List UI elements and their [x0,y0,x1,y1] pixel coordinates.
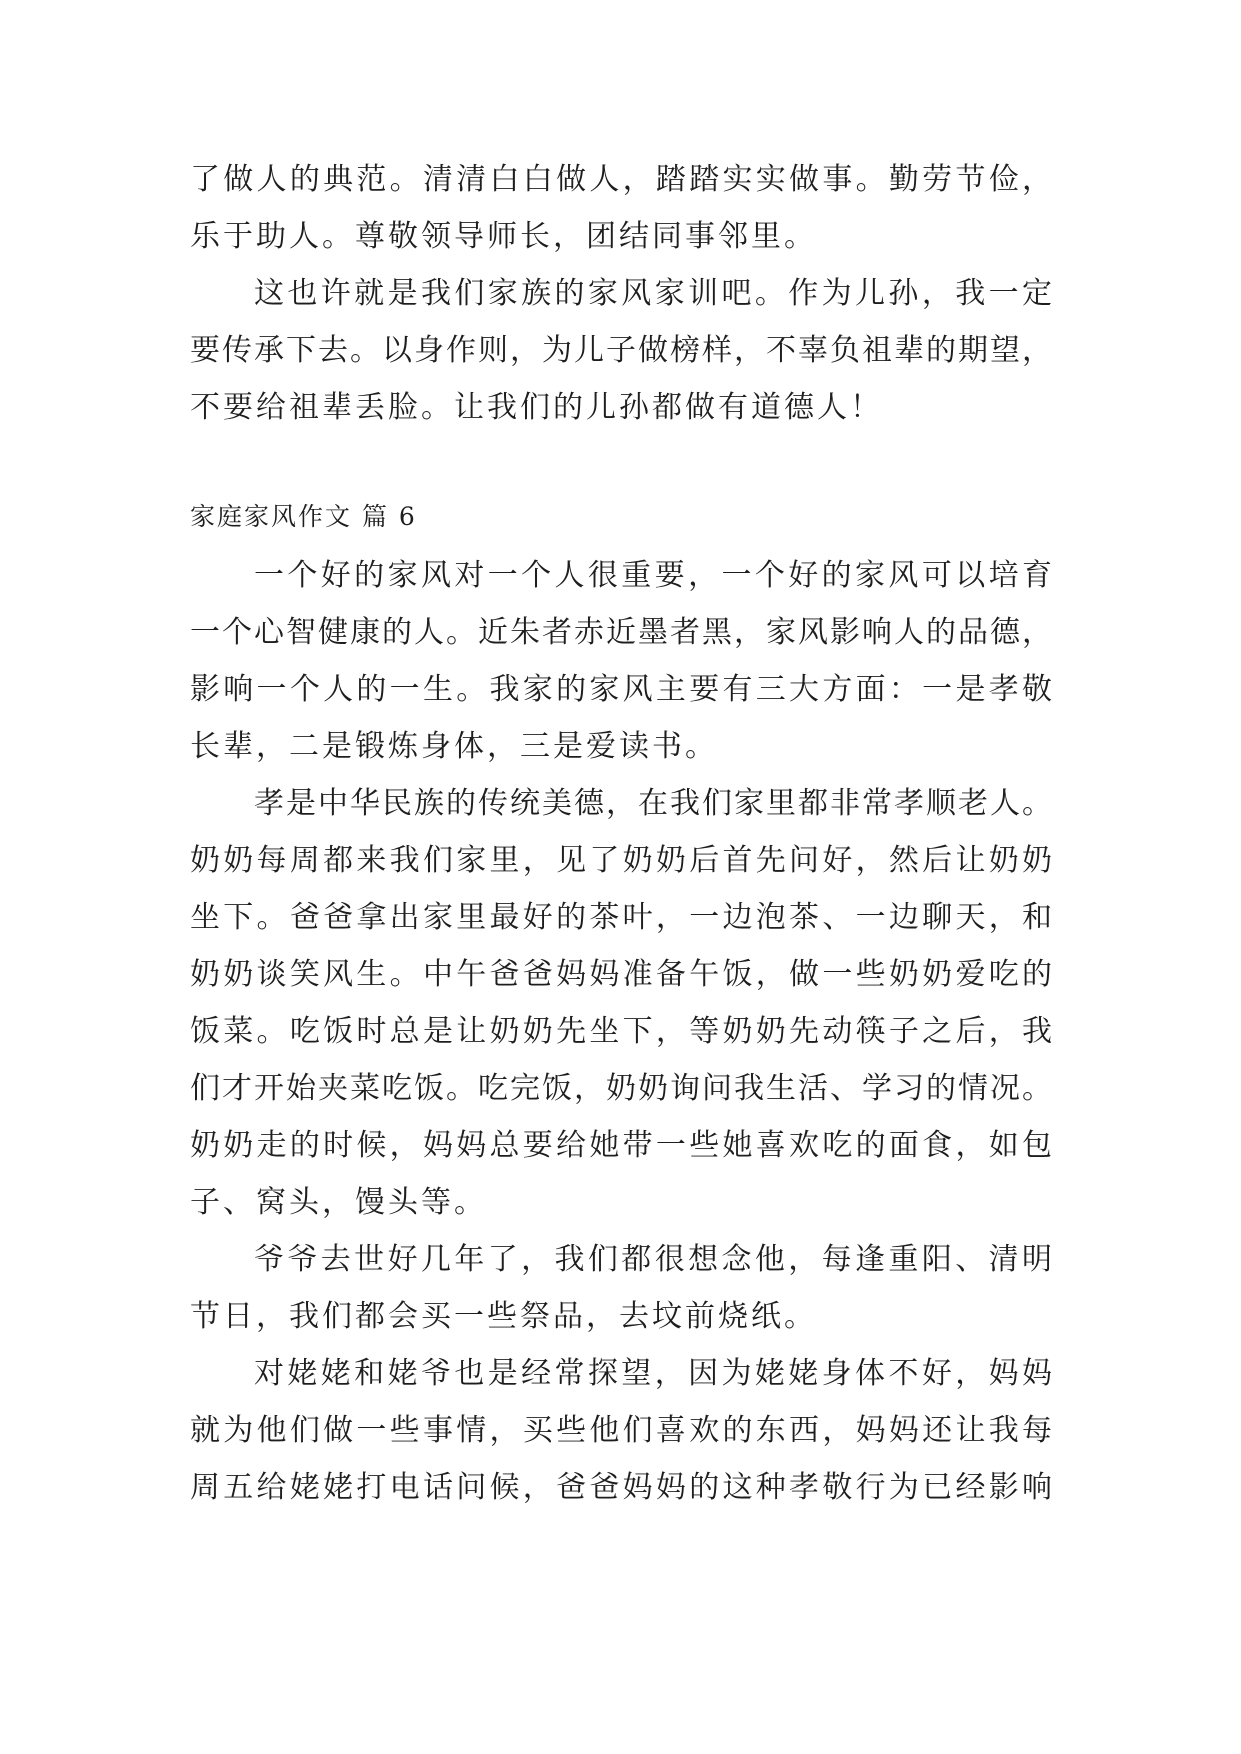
section-heading: 家庭家风作文 篇 6 [190,502,417,531]
text-line: 孝是中华民族的传统美德，在我们家里都非常孝顺老人。 [254,786,1052,821]
text-line: 长辈，二是锻炼身体，三是爱读书。 [190,729,718,764]
text-line: 爷爷去世好几年了，我们都很想念他，每逢重阳、清明 [254,1242,1052,1277]
text-line: 周五给姥姥打电话问候，爸爸妈妈的这种孝敬行为已经影响 [190,1470,1052,1505]
text-line: 饭菜。吃饭时总是让奶奶先坐下，等奶奶先动筷子之后，我 [190,1014,1052,1049]
text-line: 乐于助人。尊敬领导师长，团结同事邻里。 [190,219,817,254]
text-line: 奶奶每周都来我们家里，见了奶奶后首先问好，然后让奶奶 [190,843,1052,878]
text-line: 不要给祖辈丢脸。让我们的儿孙都做有道德人！ [190,390,883,425]
text-line: 这也许就是我们家族的家风家训吧。作为儿孙，我一定 [254,276,1052,311]
text-line: 奶奶谈笑风生。中午爸爸妈妈准备午饭，做一些奶奶爱吃的 [190,957,1052,992]
text-line: 了做人的典范。清清白白做人，踏踏实实做事。勤劳节俭， [190,162,1052,197]
text-line: 一个心智健康的人。近朱者赤近墨者黑，家风影响人的品德， [190,615,1052,650]
text-line: 节日，我们都会买一些祭品，去坟前烧纸。 [190,1299,817,1334]
text-line: 坐下。爸爸拿出家里最好的茶叶，一边泡茶、一边聊天，和 [190,900,1052,935]
text-line: 奶奶走的时候，妈妈总要给她带一些她喜欢吃的面食，如包 [190,1128,1052,1163]
text-line: 对姥姥和姥爷也是经常探望，因为姥姥身体不好，妈妈 [254,1356,1052,1391]
text-line: 影响一个人的一生。我家的家风主要有三大方面：一是孝敬 [190,672,1052,707]
text-line: 一个好的家风对一个人很重要，一个好的家风可以培育 [254,558,1052,593]
text-line: 就为他们做一些事情，买些他们喜欢的东西，妈妈还让我每 [190,1413,1052,1448]
text-line: 们才开始夹菜吃饭。吃完饭，奶奶询问我生活、学习的情况。 [190,1071,1052,1106]
text-line: 要传承下去。以身作则，为儿子做榜样，不辜负祖辈的期望， [190,333,1052,368]
text-line: 子、窝头，馒头等。 [190,1185,487,1220]
